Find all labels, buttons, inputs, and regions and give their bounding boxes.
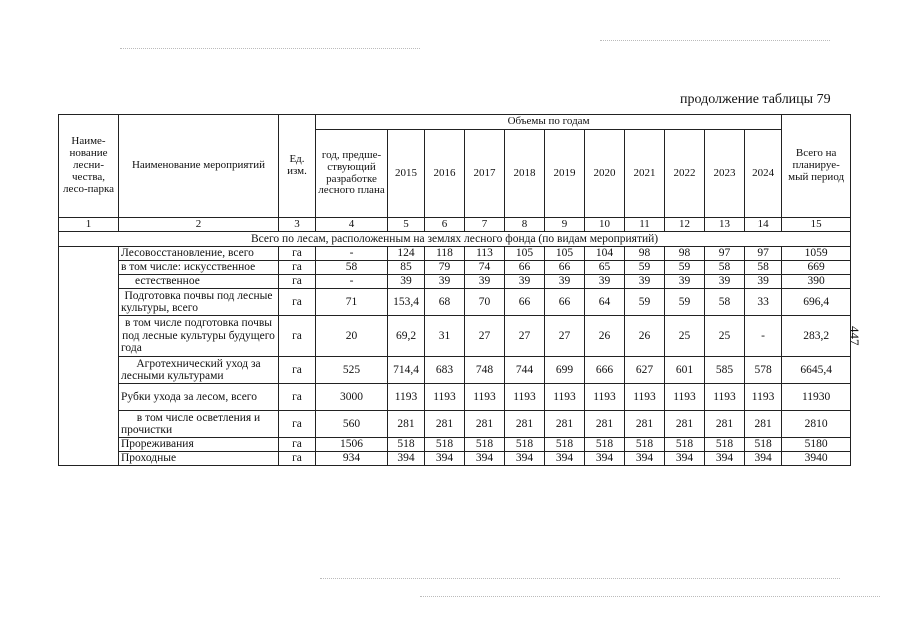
column-index: 8	[505, 218, 545, 232]
year-value-cell: 281	[585, 411, 625, 438]
total-cell: 2810	[782, 411, 851, 438]
year-value-cell: 59	[665, 261, 705, 275]
header-year: 2023	[705, 130, 745, 218]
header-total: Всего на планируе-мый период	[782, 115, 851, 218]
year-value-cell: 281	[665, 411, 705, 438]
year-value-cell: 58	[705, 289, 745, 316]
year-value-cell: 394	[745, 452, 782, 466]
year-value-cell: 39	[585, 275, 625, 289]
table-row	[59, 452, 851, 466]
year-value-cell: 66	[505, 261, 545, 275]
year-value-cell: 281	[545, 411, 585, 438]
year-value-cell: 65	[585, 261, 625, 275]
year-value-cell: 1193	[505, 384, 545, 411]
year-value-cell: 518	[545, 438, 585, 452]
prev-year-cell: 560	[316, 411, 388, 438]
year-value-cell: 39	[505, 275, 545, 289]
year-value-cell: 113	[465, 247, 505, 261]
column-index: 5	[388, 218, 425, 232]
year-value-cell: 59	[625, 261, 665, 275]
year-value-cell: 33	[745, 289, 782, 316]
year-value-cell: 39	[388, 275, 425, 289]
year-value-cell: 79	[425, 261, 465, 275]
column-index: 4	[316, 218, 388, 232]
table-row	[59, 247, 851, 261]
year-value-cell: 666	[585, 357, 625, 384]
unit-cell: га	[279, 438, 316, 452]
activity-name-cell: Лесовосстановление, всего	[119, 247, 279, 261]
column-index-row	[59, 218, 851, 232]
column-index: 13	[705, 218, 745, 232]
table-row	[59, 289, 851, 316]
forestry-cell	[59, 247, 119, 466]
header-year: 2015	[388, 130, 425, 218]
year-value-cell: 105	[505, 247, 545, 261]
header-unit: Ед. изм.	[279, 115, 316, 218]
year-value-cell: 394	[425, 452, 465, 466]
prev-year-cell: 20	[316, 316, 388, 357]
total-cell: 11930	[782, 384, 851, 411]
year-value-cell: 518	[425, 438, 465, 452]
total-cell: 1059	[782, 247, 851, 261]
prev-year-cell: 3000	[316, 384, 388, 411]
activity-name-cell: Рубки ухода за лесом, всего	[119, 384, 279, 411]
scan-noise	[120, 48, 420, 49]
unit-cell: га	[279, 275, 316, 289]
column-index: 9	[545, 218, 585, 232]
year-value-cell: 585	[705, 357, 745, 384]
year-value-cell: 1193	[465, 384, 505, 411]
table-row	[59, 411, 851, 438]
prev-year-cell: 71	[316, 289, 388, 316]
column-index: 1	[59, 218, 119, 232]
year-value-cell: 518	[585, 438, 625, 452]
year-value-cell: 27	[545, 316, 585, 357]
prev-year-cell: -	[316, 247, 388, 261]
total-cell: 669	[782, 261, 851, 275]
year-value-cell: 97	[745, 247, 782, 261]
year-value-cell: 39	[545, 275, 585, 289]
year-value-cell: 1193	[545, 384, 585, 411]
year-value-cell: 39	[425, 275, 465, 289]
year-value-cell: 394	[465, 452, 505, 466]
activity-name-cell: в том числе осветления и прочистки	[119, 411, 279, 438]
year-value-cell: 26	[585, 316, 625, 357]
year-value-cell: -	[745, 316, 782, 357]
year-value-cell: 66	[545, 261, 585, 275]
scan-noise	[320, 578, 840, 579]
header-activity: Наименование мероприятий	[119, 115, 279, 218]
activity-name-cell: Проходные	[119, 452, 279, 466]
total-cell: 6645,4	[782, 357, 851, 384]
year-value-cell: 281	[705, 411, 745, 438]
year-value-cell: 281	[745, 411, 782, 438]
year-value-cell: 118	[425, 247, 465, 261]
year-value-cell: 518	[705, 438, 745, 452]
year-value-cell: 39	[465, 275, 505, 289]
activity-name-cell: Прореживания	[119, 438, 279, 452]
year-value-cell: 27	[505, 316, 545, 357]
year-value-cell: 744	[505, 357, 545, 384]
column-index: 14	[745, 218, 782, 232]
header-forestry: Наиме-нование лесни-чества, лесо-парка	[59, 115, 119, 218]
year-value-cell: 59	[625, 289, 665, 316]
column-index: 3	[279, 218, 316, 232]
header-year: 2022	[665, 130, 705, 218]
header-year: 2016	[425, 130, 465, 218]
year-value-cell: 27	[465, 316, 505, 357]
year-value-cell: 394	[665, 452, 705, 466]
page-number: 447	[847, 326, 862, 346]
table-row	[59, 261, 851, 275]
year-value-cell: 98	[625, 247, 665, 261]
year-value-cell: 394	[388, 452, 425, 466]
year-value-cell: 699	[545, 357, 585, 384]
prev-year-cell: 1506	[316, 438, 388, 452]
year-value-cell: 281	[625, 411, 665, 438]
year-value-cell: 39	[705, 275, 745, 289]
year-value-cell: 394	[585, 452, 625, 466]
prev-year-cell: -	[316, 275, 388, 289]
table-row	[59, 384, 851, 411]
unit-cell: га	[279, 452, 316, 466]
scan-noise	[600, 40, 830, 41]
column-index: 2	[119, 218, 279, 232]
header-year: 2018	[505, 130, 545, 218]
header-row-top	[59, 115, 851, 130]
year-value-cell: 394	[625, 452, 665, 466]
year-value-cell: 58	[705, 261, 745, 275]
year-value-cell: 281	[465, 411, 505, 438]
total-cell: 3940	[782, 452, 851, 466]
year-value-cell: 518	[625, 438, 665, 452]
year-value-cell: 281	[388, 411, 425, 438]
year-value-cell: 518	[505, 438, 545, 452]
year-value-cell: 58	[745, 261, 782, 275]
year-value-cell: 105	[545, 247, 585, 261]
unit-cell: га	[279, 247, 316, 261]
year-value-cell: 281	[505, 411, 545, 438]
prev-year-cell: 58	[316, 261, 388, 275]
year-value-cell: 1193	[665, 384, 705, 411]
year-value-cell: 578	[745, 357, 782, 384]
activity-name-cell: в том числе: искусственное	[119, 261, 279, 275]
header-year: 2017	[465, 130, 505, 218]
table-row	[59, 316, 851, 357]
activity-name-cell: естественное	[119, 275, 279, 289]
year-value-cell: 518	[465, 438, 505, 452]
total-cell: 696,4	[782, 289, 851, 316]
year-value-cell: 1193	[425, 384, 465, 411]
header-year: 2019	[545, 130, 585, 218]
year-value-cell: 85	[388, 261, 425, 275]
year-value-cell: 59	[665, 289, 705, 316]
unit-cell: га	[279, 289, 316, 316]
year-value-cell: 1193	[745, 384, 782, 411]
section-title: Всего по лесам, расположенным на землях лесного фонда (по видам мероприятий)	[59, 232, 851, 247]
total-cell: 5180	[782, 438, 851, 452]
year-value-cell: 70	[465, 289, 505, 316]
year-value-cell: 394	[505, 452, 545, 466]
year-value-cell: 74	[465, 261, 505, 275]
year-value-cell: 64	[585, 289, 625, 316]
year-value-cell: 31	[425, 316, 465, 357]
year-value-cell: 68	[425, 289, 465, 316]
year-value-cell: 69,2	[388, 316, 425, 357]
year-value-cell: 98	[665, 247, 705, 261]
year-value-cell: 1193	[625, 384, 665, 411]
unit-cell: га	[279, 357, 316, 384]
activity-name-cell: в том числе подготовка почвы под лесные культуры будущего года	[119, 316, 279, 357]
prev-year-cell: 934	[316, 452, 388, 466]
activity-name-cell: Агротехнический уход за лесными культурами	[119, 357, 279, 384]
unit-cell: га	[279, 261, 316, 275]
column-index: 7	[465, 218, 505, 232]
unit-cell: га	[279, 316, 316, 357]
year-value-cell: 748	[465, 357, 505, 384]
year-value-cell: 124	[388, 247, 425, 261]
year-value-cell: 518	[745, 438, 782, 452]
year-value-cell: 714,4	[388, 357, 425, 384]
forestry-volumes-table	[58, 114, 851, 466]
unit-cell: га	[279, 384, 316, 411]
table-row	[59, 357, 851, 384]
year-value-cell: 1193	[388, 384, 425, 411]
year-value-cell: 26	[625, 316, 665, 357]
table-caption: продолжение таблицы 79	[680, 92, 831, 107]
year-value-cell: 97	[705, 247, 745, 261]
column-index: 15	[782, 218, 851, 232]
section-row	[59, 232, 851, 247]
scan-noise	[420, 596, 880, 597]
table-row	[59, 275, 851, 289]
year-value-cell: 601	[665, 357, 705, 384]
header-year: 2020	[585, 130, 625, 218]
year-value-cell: 394	[705, 452, 745, 466]
total-cell: 390	[782, 275, 851, 289]
column-index: 6	[425, 218, 465, 232]
year-value-cell: 25	[705, 316, 745, 357]
year-value-cell: 518	[665, 438, 705, 452]
year-value-cell: 683	[425, 357, 465, 384]
header-year: 2024	[745, 130, 782, 218]
year-value-cell: 281	[425, 411, 465, 438]
year-value-cell: 104	[585, 247, 625, 261]
column-index: 11	[625, 218, 665, 232]
year-value-cell: 39	[745, 275, 782, 289]
year-value-cell: 1193	[585, 384, 625, 411]
prev-year-cell: 525	[316, 357, 388, 384]
year-value-cell: 66	[545, 289, 585, 316]
year-value-cell: 66	[505, 289, 545, 316]
year-value-cell: 394	[545, 452, 585, 466]
year-value-cell: 153,4	[388, 289, 425, 316]
year-value-cell: 25	[665, 316, 705, 357]
year-value-cell: 518	[388, 438, 425, 452]
table-row	[59, 438, 851, 452]
column-index: 10	[585, 218, 625, 232]
activity-name-cell: Подготовка почвы под лесные культуры, всего	[119, 289, 279, 316]
header-prev-year: год, предше-ствующий разработке лесного плана	[316, 130, 388, 218]
year-value-cell: 39	[625, 275, 665, 289]
year-value-cell: 39	[665, 275, 705, 289]
header-year: 2021	[625, 130, 665, 218]
year-value-cell: 627	[625, 357, 665, 384]
column-index: 12	[665, 218, 705, 232]
total-cell: 283,2	[782, 316, 851, 357]
year-value-cell: 1193	[705, 384, 745, 411]
unit-cell: га	[279, 411, 316, 438]
header-volumes: Объемы по годам	[316, 115, 782, 130]
